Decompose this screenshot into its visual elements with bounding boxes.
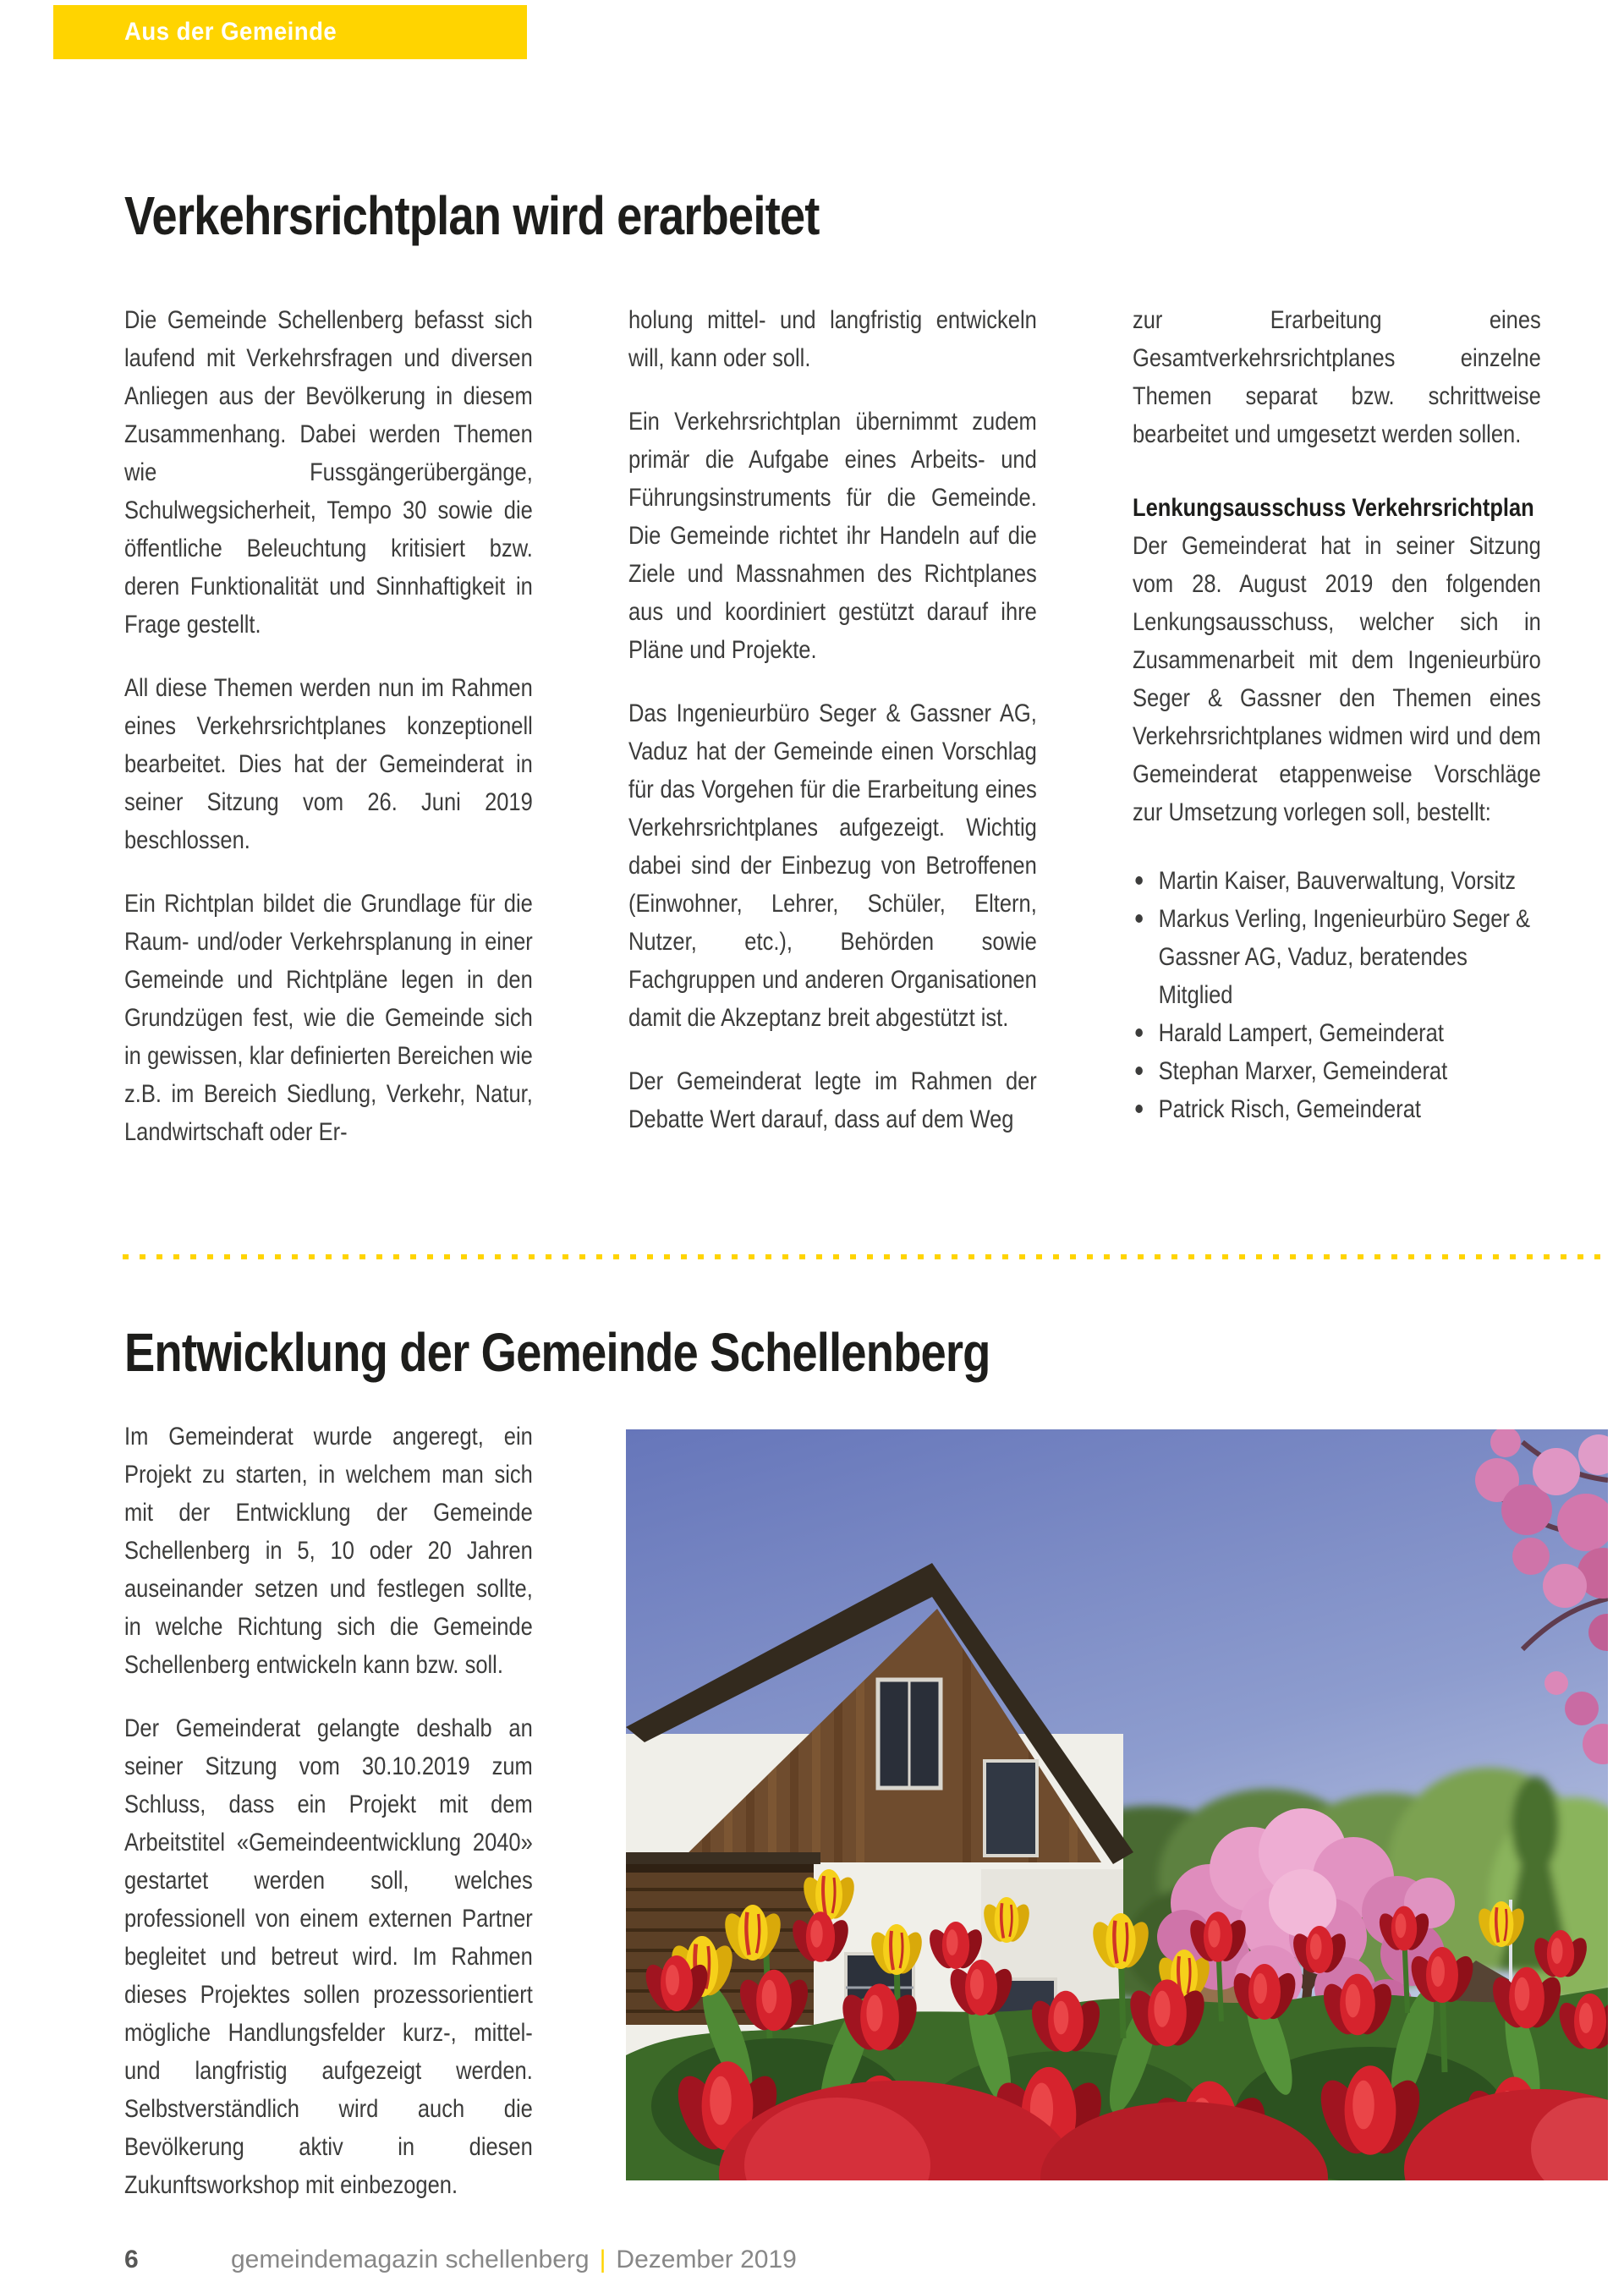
paragraph: Der Gemeinderat legte im Rahmen der Debatte Wert darauf, dass auf dem Weg xyxy=(628,1067,1037,1133)
paragraph: All diese Themen werden nun im Rahmen eines Verkehrsrichtplanes konzeptionell bearbeitet. Dies hat der Gemeinderat in seiner Sitzung vom 26. Juni 2019 beschlossen. xyxy=(124,674,533,854)
magazine-name: gemeindemagazin schellenberg xyxy=(231,2246,590,2273)
article1-column-2 xyxy=(628,301,1037,1164)
section-badge xyxy=(53,5,527,59)
article1-column-3 xyxy=(1133,301,1541,1128)
committee-member: Martin Kaiser, Bauverwaltung, Vorsitz xyxy=(1133,862,1541,900)
page-number: 6 xyxy=(124,2246,139,2273)
article1-title: Verkehrsrichtplan wird erarbeitet xyxy=(124,185,820,246)
paragraph: holung mittel- und langfristig entwickeln will, kann oder soll. xyxy=(628,306,1037,372)
committee-member: Markus Verling, Ingenieurbüro Seger & Gassner AG, Vaduz, beratendes Mitglied xyxy=(1133,900,1541,1014)
article1-column-1 xyxy=(124,301,533,1176)
page-footer xyxy=(0,2246,1624,2287)
paragraph: Ein Richtplan bildet die Grundlage für die Raum- und/oder Verkehrsplanung in einer Gemeinde und Richtpläne legen in den Grundzügen fest, wie die Gemeinde sich in gewissen, klar definierten Bereichen wie z.B. im Bereich Siedlung, Verkehr, Natur, Landwirtschaft oder Er- xyxy=(124,890,533,1146)
article2-title: Entwicklung der Gemeinde Schellenberg xyxy=(124,1322,990,1383)
dashed-divider xyxy=(123,1254,1608,1259)
committee-member: Harald Lampert, Gemeinderat xyxy=(1133,1014,1541,1052)
issue-date: Dezember 2019 xyxy=(616,2246,797,2273)
village-square-photo xyxy=(626,1429,1608,2180)
paragraph: Im Gemeinderat wurde angeregt, ein Projekt zu starten, in welchem man sich mit der Entwicklung der Gemeinde Schellenberg in 5, 10 oder 20 Jahren auseinander setzen und festlegen sollte, in welche Richtung sich die Gemeinde Schellenberg entwickeln kann bzw. soll. xyxy=(124,1423,533,1679)
paragraph: zur Erarbeitung eines Gesamtverkehrsrichtplanes einzelne Themen separat bzw. schrittweise bearbeitet und umgesetzt werden sollen. xyxy=(1133,306,1541,448)
committee-member: Patrick Risch, Gemeinderat xyxy=(1133,1090,1541,1128)
paragraph: Das Ingenieurbüro Seger & Gassner AG, Vaduz hat der Gemeinde einen Vorschlag für das Vorgehen für die Erarbeitung eines Verkehrsrichtplanes aufgezeigt. Wichtig dabei sind der Einbezug von Betroffenen (Einwohner, Lehrer, Schüler, Eltern, Nutzer, etc.), Behörden sowie Fachgruppen und anderen Organisationen damit die Akzeptanz breit abgestützt ist. xyxy=(628,699,1037,1032)
footer-separator: | xyxy=(599,2246,606,2273)
subhead-lenkungsausschuss: Lenkungsausschuss Verkehrsrichtplan xyxy=(1133,494,1534,522)
article2-column-1 xyxy=(124,1418,533,2229)
section-badge-label: Aus der Gemeinde xyxy=(124,18,337,46)
committee-member: Stephan Marxer, Gemeinderat xyxy=(1133,1052,1541,1090)
paragraph: Die Gemeinde Schellenberg befasst sich laufend mit Verkehrsfragen und diversen Anliegen aus der Bevölkerung in diesem Zusammenhang. Dabei werden Themen wie Fussgängerübergänge, Schulwegsicherheit, Tempo 30 sowie die öffentliche Beleuchtung kritisiert bzw. deren Funktionalität und Sinnhaftigkeit in Frage gestellt. xyxy=(124,306,533,639)
paragraph: Der Gemeinderat gelangte deshalb an seiner Sitzung vom 30.10.2019 zum Schluss, dass ein Projekt mit dem Arbeitstitel «Gemeindeentwicklung 2040» gestartet werden soll, welches professionell von einem externen Partner begleitet und betreut wird. Im Rahmen dieses Projektes sollen prozessorientiert mögliche Handlungsfelder kurz-, mittel- und langfristig aufgezeigt werden. Selbstverständlich wird auch die Bevölkerung aktiv in diesen Zukunftsworkshop mit einbezogen. xyxy=(124,1714,533,2199)
paragraph: Ein Verkehrsrichtplan übernimmt zudem primär die Aufgabe eines Arbeits- und Führungsinstruments für die Gemeinde. Die Gemeinde richtet ihr Handeln auf die Ziele und Massnahmen des Richtplanes aus und koordiniert gestützt darauf ihre Pläne und Projekte. xyxy=(628,408,1037,664)
footer-line xyxy=(231,2246,797,2274)
committee-member-list xyxy=(1133,862,1541,1128)
paragraph: Der Gemeinderat hat in seiner Sitzung vom 28. August 2019 den folgenden Lenkungsausschuss, welcher sich in Zusammenarbeit mit dem Ingenieurbüro Seger & Gassner den Themen eines Verkehrsrichtplanes widmen wird und dem Gemeinderat etappenweise Vorschläge zur Umsetzung vorlegen soll, bestellt: xyxy=(1133,532,1541,826)
